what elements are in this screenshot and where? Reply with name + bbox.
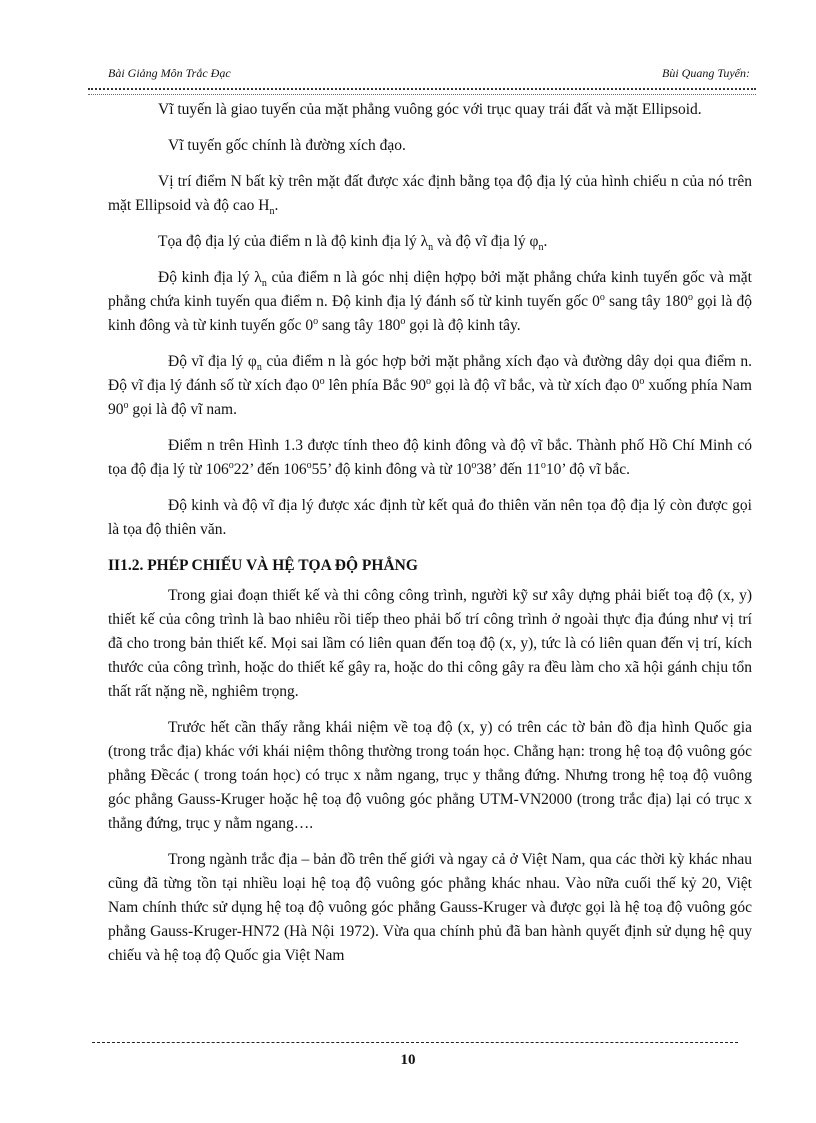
page-body: [108, 98, 752, 980]
page-header: [108, 66, 750, 84]
paragraph-geographic-coords: Tọa độ địa lý của điểm n là độ kinh địa lý $\lambda_n$ và độ vĩ địa lý $\varphi_n$.: [158, 233, 548, 254]
paragraph-longitude: Độ kinh địa lý $\lambda_n$ của điểm n là góc nhị diện hợpọ bởi mặt phẳng chứa kinh tuyến gốc và mặt phẳng chứa kinh tuyến qua điểm n. Độ kinh địa lý đánh số từ kinh tuyến gốc 0$^o$ sang tây 180$^o$ gọi là độ kinh đông và từ kinh tuyến gốc 0$^o$ sang tây 180$^o$ gọi là độ kinh tây.: [108, 269, 752, 334]
section-heading: II1.2. PHÉP CHIẾU VÀ HỆ TỌA ĐỘ PHẲNG: [108, 557, 418, 574]
paragraph-vietnam-systems: Trong ngành trắc địa – bản đồ trên thế giới và ngay cả ở Việt Nam, qua các thời kỳ khác nhau cũng đã từng tồn tại nhiều loại hệ toạ độ vuông góc phẳng khác nhau. Vào nữa cuối thế kỷ 20, Việt Nam chính thức sử dụng hệ toạ độ vuông góc phẳng Gauss-Kruger và được gọi là hệ toạ độ vuông góc phẳng Gauss-Kruger-HN72 (Hà Nội 1972). Vừa qua chính phủ đã ban hành quyết định sử dụng hệ quy chiếu và hệ toạ độ Quốc gia Việt Nam: [108, 851, 752, 964]
header-course-title: Bài Giảng Môn Trắc Đạc: [108, 66, 231, 80]
paragraph-design-construction: Trong giai đoạn thiết kế và thi công công trình, người kỹ sư xây dựng phải biết toạ độ (x, y) thiết kế của công trình là bao nhiêu rồi tiếp theo phải bố trí công trình ở ngoài thực địa đúng như vị trí đã cho trong bản thiết kế. Mọi sai lầm có liên quan đến toạ độ (x, y), tức là có liên quan đến vị trí, kích thước của công trình, hoặc do thiết kế gây ra, hoặc do thi công gây ra đều làm cho xã hội gánh chịu tổn thất rất nặng nề, nghiêm trọng.: [108, 587, 752, 700]
paragraph-equator: Vĩ tuyến gốc chính là đường xích đạo.: [168, 137, 406, 154]
header-divider: [88, 88, 756, 95]
paragraph-point-position: Vị trí điểm N bất kỳ trên mặt đất được xác định bằng tọa độ địa lý của hình chiếu n của nó trên mặt Ellipsoid và độ cao $H_n$.: [108, 173, 752, 218]
paragraph-latitude: Độ vĩ địa lý $\varphi_n$ của điểm n là góc hợp bởi mặt phẳng xích đạo và đường dây dọi qua điểm n. Độ vĩ địa lý đánh số từ xích đạo 0$^o$ lên phía Bắc 90$^o$ gọi là độ vĩ bắc, và từ xích đạo 0$^o$ xuống phía Nam 90$^o$ gọi là độ vĩ nam.: [108, 353, 752, 418]
page-number: 10: [400, 1052, 416, 1068]
footer-divider: [92, 1042, 738, 1043]
paragraph-astronomic-coords: Độ kinh và độ vĩ địa lý được xác định từ kết quả đo thiên văn nên tọa độ địa lý còn được gọi là tọa độ thiên văn.: [108, 497, 752, 538]
paragraph-coordinate-concept: Trước hết cần thấy rằng khái niệm về toạ độ (x, y) có trên các tờ bản đồ địa hình Quốc gia (trong trắc địa) khác với khái niệm thông thường trong toán học. Chẳng hạn: trong hệ toạ độ vuông góc phẳng Đềcác ( trong toán học) có trục x nằm ngang, trục y thẳng đứng. Nhưng trong hệ toạ độ vuông góc phẳng Gauss-Kruger hoặc hệ toạ độ vuông góc phẳng UTM-VN2000 (trong trắc địa) lại có trục x thẳng đứng, trục y nằm ngang….: [108, 719, 752, 832]
header-author: Bùi Quang Tuyến:: [662, 66, 750, 80]
paragraph-hcmc-coords: Điểm n trên Hình 1.3 được tính theo độ kinh đông và độ vĩ bắc. Thành phố Hồ Chí Minh có tọa độ địa lý từ 106$^o$22’ đến 106$^o$55’ độ kinh đông và từ 10$^o$38’ đến 11$^o$10’ độ vĩ bắc.: [108, 437, 752, 478]
paragraph-latitude-definition: Vĩ tuyến là giao tuyến của mặt phẳng vuông góc với trục quay trái đất và mặt Ellipsoid.: [158, 101, 702, 118]
